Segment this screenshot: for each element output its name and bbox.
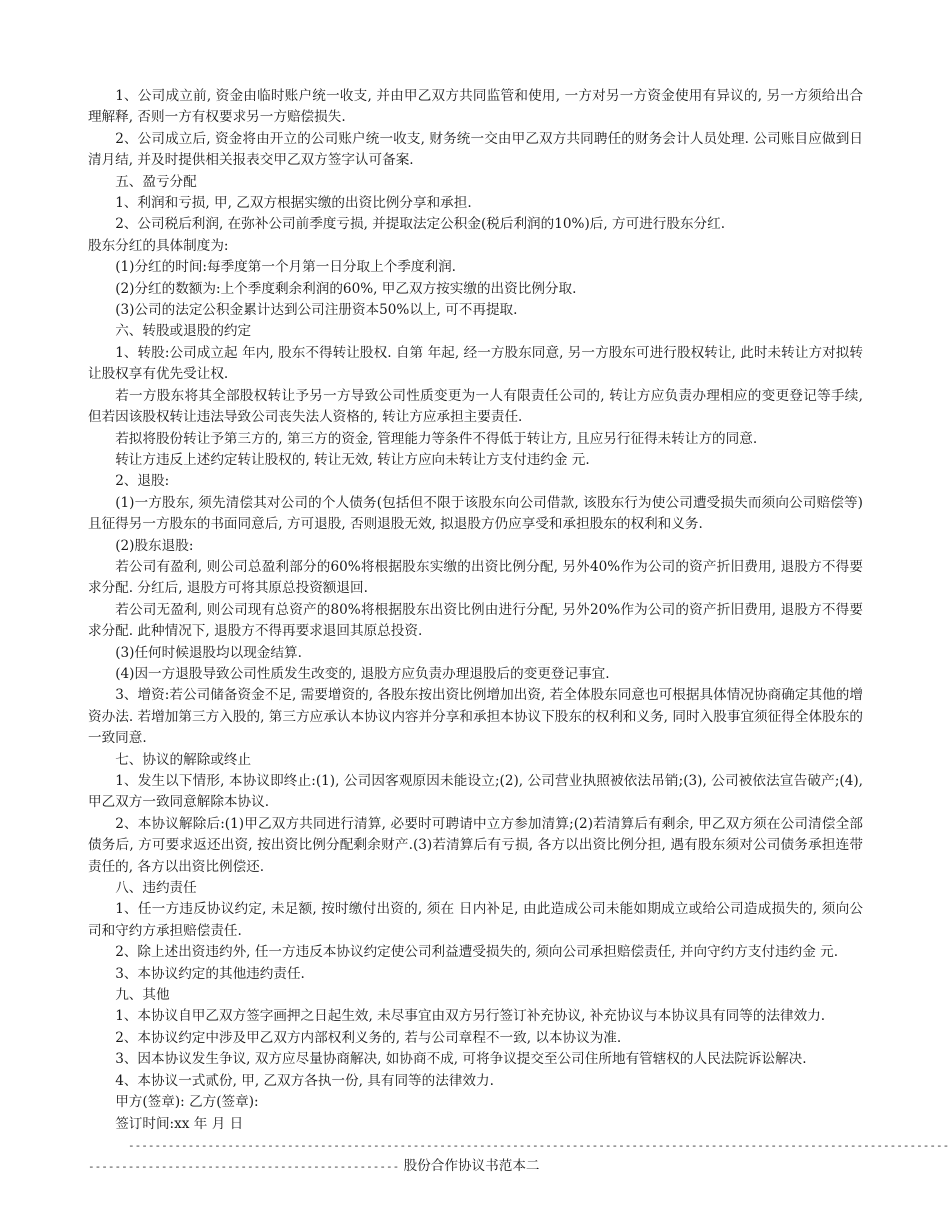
footer-line <box>88 1156 863 1177</box>
paragraph: (2)股东退股: <box>115 537 194 554</box>
paragraph: (1)一方股东, 须先清偿其对公司的个人债务(包括但不限于该股东向公司借款, 该股东行为使公司遭受损失而须向公司赔偿等)且征得另一方股东的书面同意后, 方可退股, 否则退股无效, 拟退股方仍应享受和承担股东的权利和义务. <box>88 494 863 533</box>
paragraph: (2)分红的数额为:上个季度剩余利润的60%, 甲乙双方按实缴的出资比例分取. <box>115 280 577 297</box>
paragraph: (3)任何时候退股均以现金结算. <box>115 644 302 661</box>
paragraph: 3、本协议约定的其他违约责任. <box>115 965 305 982</box>
separator-line: ---------------------------------------------------------------------------------------------------------------------------- <box>128 1138 950 1152</box>
paragraph: 1、任一方违反协议约定, 未足额, 按时缴付出资的, 须在 日内补足, 由此造成公司未能如期成立或给公司造成损失的, 须向公司和守约方承担赔偿责任. <box>88 901 863 939</box>
paragraph: 1、转股:公司成立起 年内, 股东不得转让股权. 自第 年起, 经一方股东同意, 另一方股东可进行股权转让, 此时未转让方对拟转让股权享有优先受让权. <box>88 344 863 383</box>
paragraph: 2、除上述出资违约外, 任一方违反本协议约定使公司利益遭受损失的, 须向公司承担赔偿责任, 并向守约方支付违约金 元. <box>115 944 839 961</box>
paragraph: 若公司无盈利, 则公司现有总资产的80%将根据股东出资比例由进行分配, 另外20%作为公司的资产折旧费用, 退股方不得要求分配. 此种情况下, 退股方不得再要求退回其原总投资. <box>88 601 863 640</box>
section-heading: 八、违约责任 <box>115 880 197 897</box>
paragraph: 股东分红的具体制度为: <box>88 237 229 254</box>
paragraph: 2、退股: <box>115 473 170 490</box>
paragraph: 转让方违反上述约定转让股权的, 转让无效, 转让方应向未转让方支付违约金 元. <box>115 451 590 468</box>
paragraph: 2、公司成立后, 资金将由开立的公司账户统一收支, 财务统一交由甲乙双方共同聘任的财务会计人员处理. 公司账目应做到日清月结, 并及时提供相关报表交甲乙双方签字认可备案. <box>88 130 863 169</box>
section-heading: 六、转股或退股的约定 <box>115 323 252 340</box>
paragraph: (1)分红的时间:每季度第一个月第一日分取上个季度利润. <box>115 259 456 276</box>
paragraph: 2、本协议解除后:(1)甲乙双方共同进行清算, 必要时可聘请中立方参加清算;(2)若清算后有剩余, 甲乙双方须在公司清偿全部债务后, 方可要求返还出资, 按出资比例分配剩余财产.(3)若清算后有亏损, 各方以出资比例分担, 遇有股东须对公司债务承担连带责任的, 各方以出资比例偿还. <box>88 815 863 875</box>
paragraph: 1、本协议自甲乙双方签字画押之日起生效, 未尽事宜由双方另行签订补充协议, 补充协议与本协议具有同等的法律效力. <box>115 1008 826 1025</box>
paragraph: 4、本协议一式贰份, 甲, 乙双方各执一份, 具有同等的法律效力. <box>115 1072 494 1089</box>
paragraph: 若一方股东将其全部股权转让予另一方导致公司性质变更为一人有限责任公司的, 转让方应负责办理相应的变更登记等手续, 但若因该股权转让违法导致公司丧失法人资格的, 转让方应承担主要责任. <box>88 387 863 426</box>
paragraph: 1、发生以下情形, 本协议即终止:(1), 公司因客观原因未能设立;(2), 公司营业执照被依法吊销;(3), 公司被依法宣告破产;(4), 甲乙双方一致同意解除本协议. <box>88 773 863 811</box>
paragraph: 2、公司税后利润, 在弥补公司前季度亏损, 并提取法定公积金(税后利润的10%)后, 方可进行股东分红. <box>115 216 726 233</box>
section-heading: 九、其他 <box>115 987 170 1004</box>
document-body <box>88 86 950 1178</box>
signature-line: 甲方(签章): 乙方(签章): <box>115 1094 259 1111</box>
paragraph: 3、因本协议发生争议, 双方应尽量协商解决, 如协商不成, 可将争议提交至公司住所地有管辖权的人民法院诉讼解决. <box>115 1051 807 1068</box>
signing-date: 签订时间:xx 年 月 日 <box>115 1115 244 1132</box>
paragraph: 2、本协议约定中涉及甲乙双方内部权利义务的, 若与公司章程不一致, 以本协议为准. <box>115 1029 622 1046</box>
paragraph: 1、公司成立前, 资金由临时账户统一收支, 并由甲乙双方共同监管和使用, 一方对另一方资金使用有异议的, 另一方须给出合理解释, 否则一方有权要求另一方赔偿损失. <box>88 88 863 126</box>
section-heading: 七、协议的解除或终止 <box>115 751 252 768</box>
paragraph: 1、利润和亏损, 甲, 乙双方根据实缴的出资比例分享和承担. <box>115 195 472 212</box>
separator-line: ----------------------------------------------- <box>88 1160 400 1174</box>
next-document-title: 股份合作协议书范本二 <box>403 1158 540 1175</box>
paragraph: (3)公司的法定公积金累计达到公司注册资本50%以上, 可不再提取. <box>115 302 518 319</box>
paragraph: 若拟将股份转让予第三方的, 第三方的资金, 管理能力等条件不得低于转让方, 且应另行征得未转让方的同意. <box>115 430 758 447</box>
paragraph: 若公司有盈利, 则公司总盈利部分的60%将根据股东实缴的出资比例分配, 另外40%作为公司的资产折旧费用, 退股方不得要求分配. 分红后, 退股方可将其原总投资额退回. <box>88 558 863 597</box>
section-heading: 五、盈亏分配 <box>115 173 197 190</box>
paragraph: 3、增资:若公司储备资金不足, 需要增资的, 各股东按出资比例增加出资, 若全体股东同意也可根据具体情况协商确定其他的增资办法. 若增加第三方入股的, 第三方应承认本协议内容并分享和承担本协议下股东的权利和义务, 同时入股事宜须征得全体股东的一致同意. <box>88 687 863 747</box>
paragraph: (4)因一方退股导致公司性质发生改变的, 退股方应负责办理退股后的变更登记事宜. <box>115 665 610 682</box>
